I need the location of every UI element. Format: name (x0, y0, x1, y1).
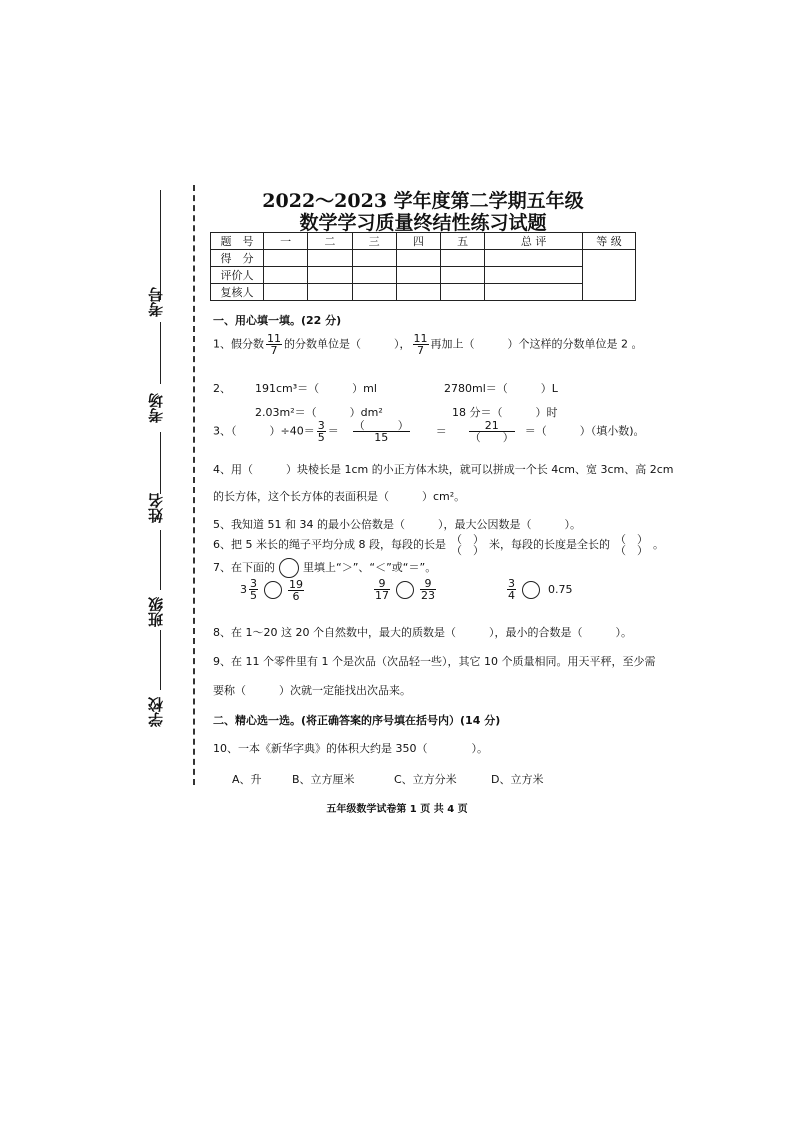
question-2-num: 2、 (213, 382, 231, 395)
frac-denominator: （ ） (614, 544, 648, 557)
score-cell (485, 250, 583, 267)
frac-numerator: 3 (317, 419, 325, 432)
q7-mixed-number (240, 578, 260, 601)
compare-circle-3[interactable] (522, 581, 540, 599)
xingming-label: 姓名 (147, 493, 165, 523)
q6-blank-fraction-2 (614, 534, 649, 556)
score-cell (441, 250, 485, 267)
frac-denominator: 15 (374, 431, 389, 444)
option-b: B、立方厘米 (292, 773, 355, 786)
score-cell (264, 250, 308, 267)
score-cell (264, 284, 308, 301)
question-3 (213, 420, 645, 443)
q1-text-c: 再加上（ ）个这样的分数单位是 2 。 (430, 337, 643, 351)
q7-text-b: 里填上“＞”、“＜”或“＝”。 (303, 561, 437, 574)
kaochang-label: 考场 (147, 393, 165, 423)
option-c: C、立方分米 (394, 773, 457, 786)
question-2-a1: 191cm³＝（ ）ml (255, 382, 377, 395)
q7-frac-3l (507, 578, 516, 601)
frac-denominator: 23 (421, 589, 435, 602)
row-label: 复核人 (211, 284, 264, 301)
score-cell (308, 284, 352, 301)
question-8: 8、在 1～20 这 20 个自然数中，最大的质数是（ ），最小的合数是（ ）。 (213, 626, 632, 639)
score-cell (352, 267, 396, 284)
score-table-row (211, 250, 636, 267)
exam-title-line1: 2022～2023 学年度第二学期五年级 (262, 190, 584, 212)
frac-numerator: （ ） (353, 419, 409, 432)
kaochang-underline (160, 322, 161, 384)
q3-text-b: ＝（ ）（填小数)。 (524, 424, 645, 438)
q1-text-a: 1、假分数 (213, 337, 264, 351)
question-7 (213, 558, 436, 578)
q7-text-a: 7、在下面的 (213, 561, 275, 574)
frac-numerator: （ ） (614, 533, 648, 546)
score-table-row (211, 284, 636, 301)
q6-period: 。 (652, 538, 664, 551)
compare-circle-2[interactable] (396, 581, 414, 599)
question-2-b1: 2.03m²＝（ ）dm² (255, 406, 383, 419)
frac-numerator: 21 (469, 420, 515, 432)
header-cell: 题 号 (211, 233, 264, 250)
q1-fraction-2 (413, 333, 429, 356)
banji-underline (160, 530, 161, 590)
option-d: D、立方米 (491, 773, 544, 786)
header-cell: 总 评 (485, 233, 583, 250)
xuexiao-underline (160, 630, 161, 690)
q6-text-a: 6、把 5 米长的绳子平均分成 8 段，每段的长是 (213, 538, 446, 551)
q7-pair-2 (372, 578, 438, 601)
question-5: 5、我知道 51 和 34 的最小公倍数是（ ），最大公因数是（ ）。 (213, 518, 581, 531)
q7-pair-3 (505, 578, 573, 601)
score-cell (396, 284, 440, 301)
score-table-row (211, 267, 636, 284)
compare-circle-1[interactable] (264, 581, 282, 599)
question-1 (213, 333, 643, 356)
score-cell (264, 267, 308, 284)
frac-denominator: 7 (417, 344, 424, 357)
question-6 (213, 534, 664, 556)
row-label: 得 分 (211, 250, 264, 267)
frac-denominator: 7 (270, 344, 278, 357)
question-2-a2: 2780ml＝（ ）L (444, 382, 558, 395)
header-cell: 等 级 (583, 233, 636, 250)
option-a: A、升 (232, 773, 262, 786)
frac-numerator: 3 (250, 577, 257, 590)
frac-numerator: 3 (508, 577, 515, 590)
score-cell (396, 267, 440, 284)
score-cell (485, 284, 583, 301)
binding-dashed-line (193, 185, 195, 785)
q7-frac-2l (374, 578, 390, 601)
frac-denominator: （ ） (450, 544, 484, 557)
mixed-frac (249, 578, 258, 601)
score-cell (485, 267, 583, 284)
q1-fraction (266, 333, 282, 356)
score-cell (352, 284, 396, 301)
frac-denominator: （ ） (469, 431, 514, 444)
question-4-line1: 4、用（ ）块棱长是 1cm 的小正方体木块，就可以拼成一个长 4cm、宽 3cm、高 2cm (213, 463, 674, 476)
q6-blank-fraction (450, 534, 485, 556)
score-cell (352, 250, 396, 267)
frac-denominator: 6 (292, 589, 300, 603)
grade-cell (583, 250, 636, 301)
circle-icon (279, 558, 299, 578)
q7-frac-1r (288, 579, 304, 602)
question-10: 10、一本《新华字典》的体积大约是 350（ ）。 (213, 742, 488, 755)
page-footer: 五年级数学试卷第 1 页 共 4 页 (326, 804, 468, 815)
frac-numerator: 9 (420, 578, 436, 590)
score-cell (441, 284, 485, 301)
frac-denominator: 4 (508, 589, 515, 602)
frac-numerator: 11 (413, 332, 428, 345)
row-label: 评价人 (211, 267, 264, 284)
q3-fraction-1 (317, 420, 326, 443)
header-cell: 四 (396, 233, 440, 250)
score-cell (396, 250, 440, 267)
section1-heading: 一、用心填一填。(22 分) (213, 314, 342, 327)
frac-denominator: 5 (250, 589, 257, 602)
q3-fraction-2 (353, 420, 410, 443)
frac-numerator: （ ） (450, 533, 484, 546)
frac-numerator: 19 (289, 577, 303, 591)
mixed-whole: 3 (240, 583, 247, 596)
header-cell: 三 (352, 233, 396, 250)
exam-title-line2: 数学学习质量终结性练习试题 (299, 212, 547, 234)
frac-numerator: 9 (374, 578, 390, 590)
q7-frac-2r (420, 578, 436, 601)
score-table (210, 232, 636, 301)
q3-fraction-3 (469, 420, 515, 443)
score-cell (308, 267, 352, 284)
header-cell: 五 (441, 233, 485, 250)
section2-heading: 二、精心选一选。(将正确答案的序号填在括号内）(14 分) (213, 714, 501, 727)
header-cell: 一 (264, 233, 308, 250)
q7-pair-1 (240, 578, 306, 602)
q3-equals-2: ＝ (435, 424, 447, 438)
q3-text-a: 3、（ ）÷40＝ (213, 424, 315, 438)
kaohao-label: 考号 (147, 287, 165, 317)
score-cell (308, 250, 352, 267)
frac-numerator: 11 (267, 332, 281, 345)
question-4-line2: 的长方体，这个长方体的表面积是（ ）cm²。 (213, 490, 466, 503)
q3-equals: ＝ (327, 424, 339, 438)
xuexiao-label: 学校 (147, 697, 165, 727)
banji-label: 班级 (147, 597, 165, 627)
q6-text-b: 米，每段的长度是全长的 (488, 538, 610, 551)
score-cell (441, 267, 485, 284)
q7-decimal: 0.75 (548, 582, 573, 596)
frac-denominator: 17 (375, 589, 389, 602)
q1-text-b: 的分数单位是（ ）， (284, 337, 411, 351)
question-9-line2: 要称（ ）次就一定能找出次品来。 (213, 684, 411, 697)
score-table-header-row (211, 233, 636, 250)
question-2-b2: 18 分＝（ ）时 (452, 406, 558, 419)
xingming-underline (160, 432, 161, 494)
frac-denominator: 5 (317, 431, 325, 444)
question-9-line1: 9、在 11 个零件里有 1 个是次品（次品轻一些），其它 10 个质量相同。用天平秤，至少需 (213, 655, 656, 668)
header-cell: 二 (308, 233, 352, 250)
